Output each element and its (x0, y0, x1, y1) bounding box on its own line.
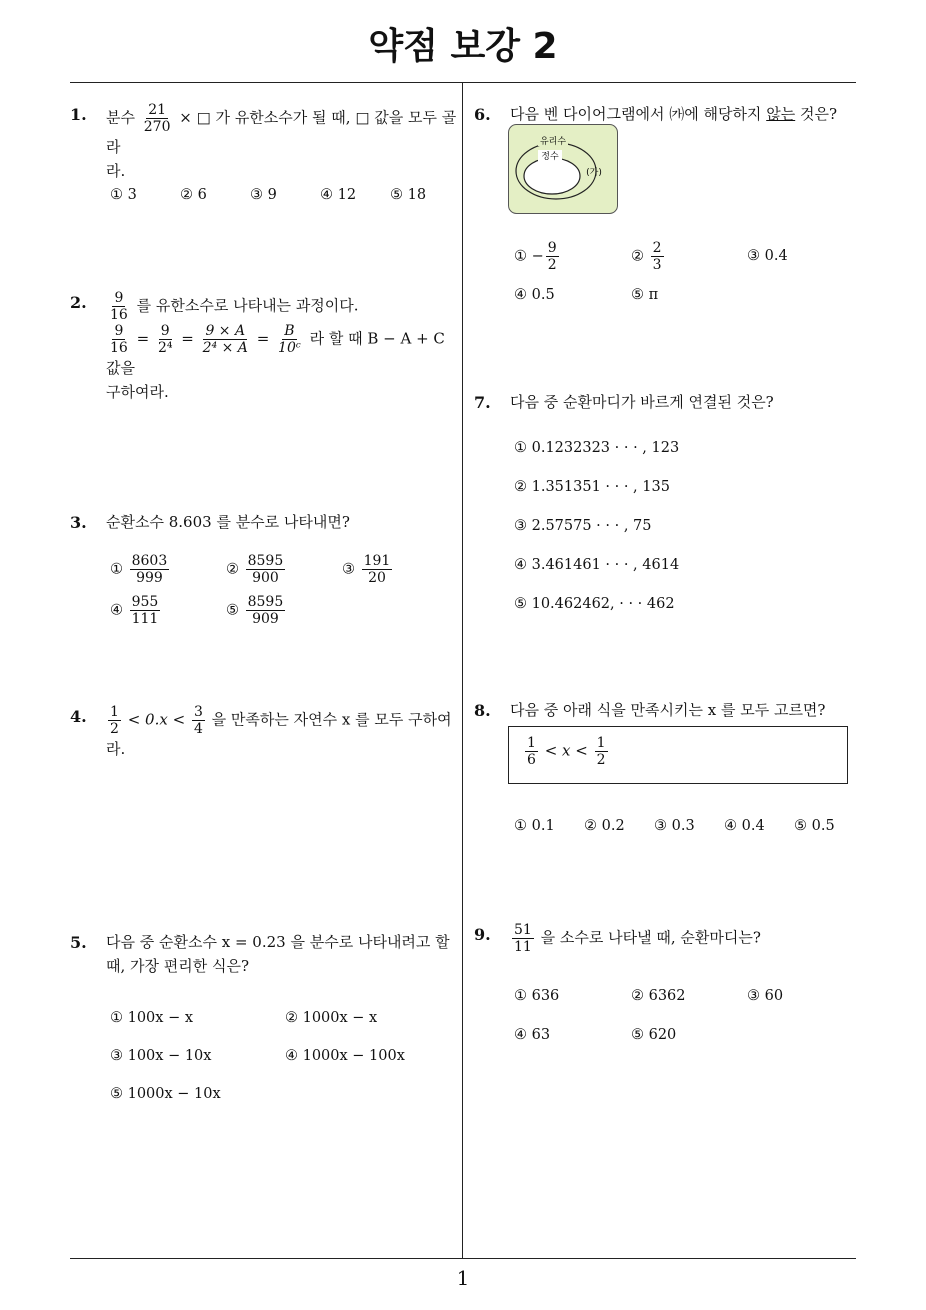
option-5[interactable]: ⑤ 1000x − 10x (110, 1086, 221, 1102)
option-2[interactable]: ② 1000x − x (285, 1010, 378, 1026)
option-5[interactable]: ⑤ $\frac{8595}{909}$ (226, 594, 284, 628)
option-5[interactable]: ⑤ 620 (631, 1027, 677, 1043)
option-3[interactable]: ③ 0.3 (654, 818, 695, 834)
option-1[interactable]: ① 0.1232323 · · · , 123 (514, 440, 680, 456)
problem-number: 7. (474, 393, 491, 412)
venn-inner-label: 정수 (541, 152, 559, 162)
problem-text-underlined: 않는 (766, 105, 796, 123)
problem-4 (70, 704, 460, 761)
fraction: $\frac{1}{6}$ (527, 735, 536, 769)
page-title: 약점 보강 2 (368, 26, 558, 67)
problem-text: 다음 벤 다이어그램에서 ㈎에 해당하지 (510, 105, 762, 123)
problem-text: 다음 중 순환마디가 바르게 연결된 것은? (510, 393, 774, 411)
fraction: $\frac{1}{2}$ (110, 704, 119, 738)
column-divider (462, 82, 463, 1258)
option-2[interactable]: ② $\frac{2}{3}$ (631, 240, 662, 274)
problem-text: 라 할 때 B − A + C 값을 (106, 329, 445, 378)
option-5[interactable]: ⑤ 18 (390, 187, 427, 203)
problem-text: 라. (106, 162, 126, 181)
option-5[interactable]: ⑤ π (631, 287, 659, 303)
inequality: < 0.x < (127, 710, 186, 729)
option-3[interactable]: ③ 0.4 (747, 248, 788, 264)
problem-number: 2. (70, 293, 87, 312)
problem-number: 5. (70, 933, 87, 952)
problem-number: 9. (474, 925, 491, 944)
option-3[interactable]: ③ $\frac{191}{20}$ (342, 553, 391, 587)
problem-9 (474, 922, 864, 955)
option-4[interactable]: ④ 12 (320, 187, 357, 203)
problem-text: 분수 (106, 108, 135, 127)
option-4[interactable]: ④ 1000x − 100x (285, 1048, 405, 1064)
fraction: $\frac{9 \times A}{\text{2⁴ × A}}$ (202, 323, 248, 357)
problem-6 (474, 102, 864, 126)
option-2[interactable]: ② 1.351351 · · · , 135 (514, 479, 670, 495)
problem-text: 다음 중 순환소수 x = 0.23 을 분수로 나타내려고 할 (106, 933, 450, 951)
fraction: $\frac{B}{\text{10ᶜ}}$ (278, 323, 301, 357)
fraction: $\frac{51}{11}$ (514, 922, 532, 956)
problem-text: 을 만족하는 자연수 x 를 모두 구하여라. (106, 710, 452, 759)
fraction: $\frac{21}{270}$ (143, 102, 171, 136)
problem-text: 때, 가장 편리한 식은? (106, 957, 250, 975)
option-4[interactable]: ④ 3.461461 · · · , 4614 (514, 557, 680, 573)
option-4[interactable]: ④ 0.5 (514, 287, 555, 303)
problem-text: 순환소수 8.603 를 분수로 나타내면? (106, 513, 350, 531)
inequality: < x < (544, 741, 588, 760)
problem-text: 를 유한소수로 나타내는 과정이다. (136, 296, 359, 315)
option-1[interactable]: ① 100x − x (110, 1010, 194, 1026)
fraction: $\frac{1}{2}$ (596, 735, 606, 769)
venn-region-label: (가) (586, 168, 602, 178)
problem-number: 1. (70, 105, 87, 124)
problem-7 (474, 390, 864, 414)
option-5[interactable]: ⑤ 10.462462, · · · 462 (514, 596, 675, 612)
option-5[interactable]: ⑤ 0.5 (794, 818, 835, 834)
option-1[interactable]: ① $\frac{8603}{999}$ (110, 553, 168, 587)
option-1[interactable]: ① 636 (514, 988, 560, 1004)
option-3[interactable]: ③ 60 (747, 988, 784, 1004)
footer-rule (70, 1258, 856, 1259)
problem-2: 2. $\frac{9}{16}$ 를 유한소수로 나타내는 과정이다. $\frac{9}{16}$ = $\frac{9}{\text{2⁴}}$ = $\frac{9 \times A}{\text{2⁴ × A}}$ = $\frac{B}{\text{10ᶜ}}$ 라 할 때 B − A + C 값을 구하여라. (70, 290, 445, 402)
fraction: $\frac{9}{\text{2⁴}}$ (157, 323, 173, 357)
problem-text: 다음 중 아래 식을 만족시키는 x 를 모두 고르면? (510, 701, 826, 719)
fraction: $\frac{3}{4}$ (193, 704, 203, 738)
problem-3 (70, 510, 460, 534)
option-1[interactable]: ① − $\frac{9}{2}$ (514, 240, 557, 274)
problem-text: 을 소수로 나타낼 때, 순환마디는? (540, 928, 761, 947)
condition-box (508, 726, 848, 784)
problem-number: 4. (70, 707, 87, 726)
header-rule (70, 82, 856, 83)
option-1[interactable]: ① 0.1 (514, 818, 555, 834)
problem-text: 것은? (799, 105, 838, 123)
problem-number: 8. (474, 701, 491, 720)
option-4[interactable]: ④ 63 (514, 1027, 551, 1043)
option-2[interactable]: ② 6362 (631, 988, 686, 1004)
problem-number: 6. (474, 105, 491, 124)
option-2[interactable]: ② $\frac{8595}{900}$ (226, 553, 284, 587)
venn-outer-label: 유리수 (539, 137, 567, 147)
option-4[interactable]: ④ 0.4 (724, 818, 765, 834)
option-3[interactable]: ③ 9 (250, 187, 277, 203)
fraction: $\frac{9}{16}$ (110, 323, 128, 357)
fraction: $\frac{9}{16}$ (110, 290, 128, 324)
problem-5 (70, 930, 460, 978)
option-2[interactable]: ② 0.2 (584, 818, 625, 834)
problem-8 (474, 698, 864, 722)
venn-diagram (508, 124, 618, 214)
option-1[interactable]: ① 3 (110, 187, 137, 203)
problem-1 (70, 102, 460, 183)
option-2[interactable]: ② 6 (180, 187, 207, 203)
problem-text: 구하여라. (106, 383, 169, 402)
problem-number: 3. (70, 513, 87, 532)
option-3[interactable]: ③ 100x − 10x (110, 1048, 212, 1064)
option-3[interactable]: ③ 2.57575 · · · , 75 (514, 518, 652, 534)
problem-text: × □ 가 유한소수가 될 때, □ 값을 모두 골라 (106, 108, 457, 157)
option-4[interactable]: ④ $\frac{955}{111}$ (110, 594, 159, 628)
page-number: 1 (456, 1266, 470, 1290)
